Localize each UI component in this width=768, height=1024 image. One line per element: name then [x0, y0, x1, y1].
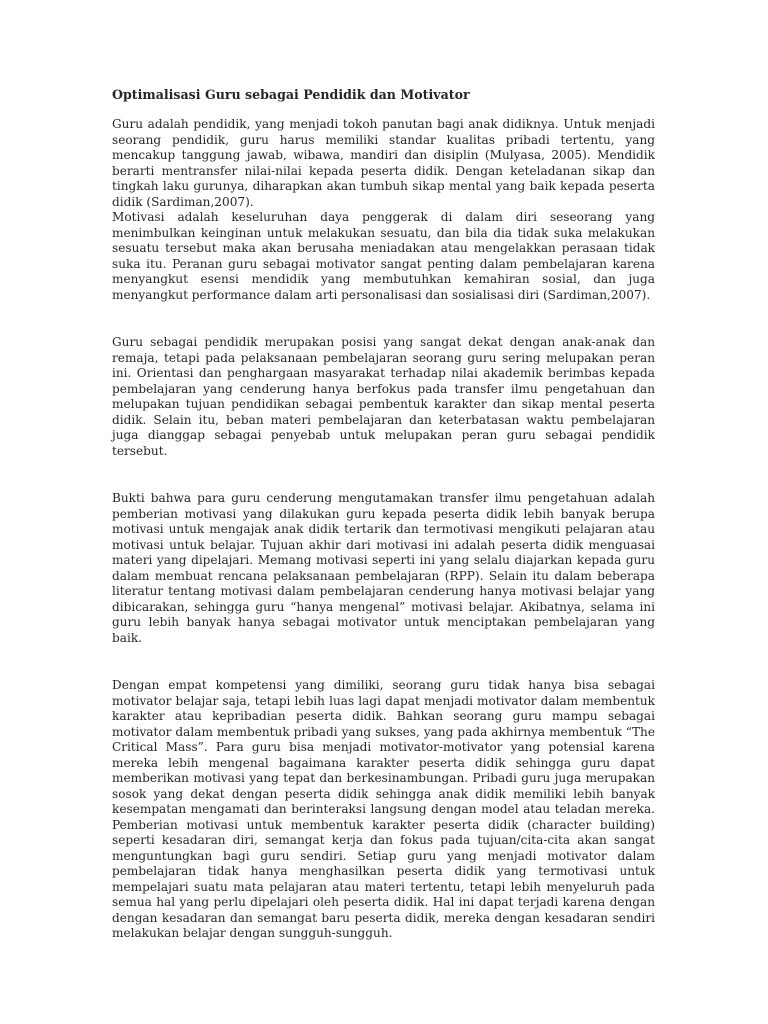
paragraph-motivasi: Motivasi adalah keseluruhan daya penggerak di dalam diri seseorang yang menimbulkan keinginan untuk melakukan sesuatu, dan bila dia tidak suka melakukan sesuatu tersebut maka akan berusaha meniadakan atau mengelakkan perasaan tidak suka itu. Peranan guru sebagai motivator sangat penting dalam pembelajaran karena menyangkut esensi mendidik yang membutuhkan kemahiran sosial, dan juga menyangkut performance dalam arti personalisasi dan sosialisasi diri (Sardiman,2007).	[112, 210, 655, 302]
paragraph-empat-kompetensi: Dengan empat kompetensi yang dimiliki, seorang guru tidak hanya bisa sebagai motivator belajar saja, tetapi lebih luas lagi dapat menjadi motivator dalam membentuk karakter atau kepribadian peserta didik. Bahkan seorang guru mampu sebagai motivator dalam membentuk pribadi yang sukses, yang pada akhirnya membentuk “The Critical Mass”. Para guru bisa menjadi motivator-motivator yang potensial karena mereka lebih mengenal bagaimana karakter peserta didik sehingga guru dapat memberikan motivasi yang tepat dan berkesinambungan. Pribadi guru juga merupakan sosok yang dekat dengan peserta didik sehingga anak didik memiliki lebih banyak kesempatan mengamati dan berinteraksi langsung dengan model atau teladan mereka. Pemberian motivasi untuk membentuk karakter peserta didik (character building) seperti kesadaran diri, semangat kerja dan fokus pada tujuan/cita-cita akan sangat menguntungkan bagi guru sendiri. Setiap guru yang menjadi motivator dalam pembelajaran tidak hanya menghasilkan peserta didik yang termotivasi untuk mempelajari suatu mata pelajaran atau materi tertentu, tetapi lebih menyeluruh pada semua hal yang perlu dipelajari oleh peserta didik. Hal ini dapat terjadi karena dengan dengan kesadaran dan semangat baru peserta didik, mereka dengan kesadaran sendiri melakukan belajar dengan sungguh-sungguh.	[112, 678, 655, 940]
paragraph-posisi-guru: Guru sebagai pendidik merupakan posisi yang sangat dekat dengan anak-anak dan remaja, tetapi pada pelaksanaan pembelajaran seorang guru sering melupakan peran ini. Orientasi dan penghargaan masyarakat terhadap nilai akademik berimbas kepada pembelajaran yang cenderung hanya berfokus pada transfer ilmu pengetahuan dan melupakan tujuan pendidikan sebagai pembentuk karakter dan sikap mental peserta didik. Selain itu, beban materi pembelajaran dan keterbatasan waktu pembelajaran juga dianggap sebagai penyebab untuk melupakan peran guru sebagai pendidik tersebut.	[112, 335, 655, 458]
document-title: Optimalisasi Guru sebagai Pendidik dan Motivator	[112, 87, 470, 102]
paragraph-guru-pendidik: Guru adalah pendidik, yang menjadi tokoh panutan bagi anak didiknya. Untuk menjadi seorang pendidik, guru harus memiliki standar kualitas pribadi tertentu, yang mencakup tanggung jawab, wibawa, mandiri dan disiplin (Mulyasa, 2005). Mendidik berarti mentransfer nilai-nilai kepada peserta didik. Dengan keteladanan sikap dan tingkah laku gurunya, diharapkan akan tumbuh sikap mental yang baik kepada peserta didik (Sardiman,2007).	[112, 117, 655, 209]
paragraph-bukti-transfer: Bukti bahwa para guru cenderung mengutamakan transfer ilmu pengetahuan adalah pemberian motivasi yang dilakukan guru kepada peserta didik lebih banyak berupa motivasi untuk mengajak anak didik tertarik dan termotivasi mengikuti pelajaran atau motivasi untuk belajar. Tujuan akhir dari motivasi ini adalah peserta didik menguasai materi yang dipelajari. Memang motivasi seperti ini yang selalu diajarkan kepada guru dalam membuat rencana pelaksanaan pembelajaran (RPP). Selain itu dalam beberapa literatur tentang motivasi dalam pembelajaran cenderung hanya motivasi belajar yang dibicarakan, sehingga guru “hanya mengenal” motivasi belajar. Akibatnya, selama ini guru lebih banyak hanya sebagai motivator untuk menciptakan pembelajaran yang baik.	[112, 491, 655, 645]
document-page	[112, 86, 655, 942]
